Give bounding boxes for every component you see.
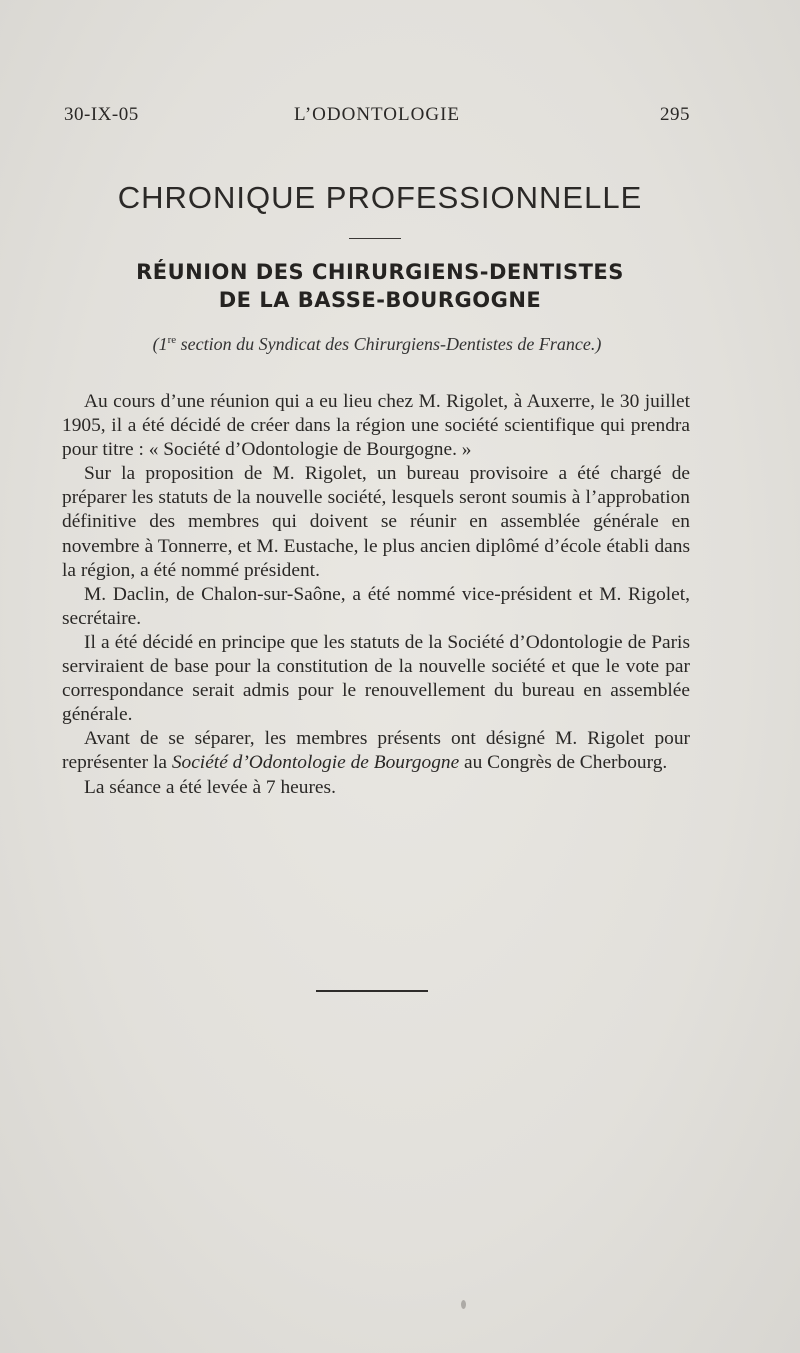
paragraph-1: Au cours d’une réunion qui a eu lieu chez M. Rigolet, à Auxerre, le 30 juillet 1905, il a été décidé de créer dans la région une société scientifique qui prendra pour titre : « Société d’Odontologie de Bourgogne. » bbox=[62, 391, 690, 461]
society-name-italic: Société d’Odontologie de Bourgogne bbox=[171, 752, 460, 774]
paragraph-4: Il a été décidé en principe que les statuts de la Société d’Odontologie de Paris serviraient de base pour la constitution de la nouvelle société et que le vote par correspondance serait admis pour le renouvellement du bureau en assemblée générale. bbox=[62, 631, 690, 726]
article-title-line-1: RÉUNION DES CHIRURGIENS-DENTISTES bbox=[136, 260, 624, 284]
section-title: CHRONIQUE PROFESSIONNELLE bbox=[117, 180, 643, 215]
running-header bbox=[64, 104, 690, 130]
paragraph-6: La séance a été levée à 7 heures. bbox=[84, 776, 336, 798]
paragraph-5 bbox=[62, 727, 690, 775]
subtitle-ordinal: re bbox=[167, 334, 177, 346]
header-journal-title: L’ODONTOLOGIE bbox=[293, 104, 461, 125]
article-body bbox=[62, 390, 690, 800]
header-date: 30-IX-05 bbox=[64, 104, 139, 125]
article-subtitle bbox=[64, 334, 690, 355]
paragraph-5-start: Avant de se séparer, les membres présents ont désigné M. Rigolet pour représenter la bbox=[62, 728, 690, 774]
paragraph-3: M. Daclin, de Chalon-sur-Saône, a été nommé vice-président et M. Rigolet, secrétaire. bbox=[62, 583, 690, 629]
end-divider bbox=[316, 990, 428, 992]
paragraph-2: Sur la proposition de M. Rigolet, un bureau provisoire a été chargé de préparer les statuts de la nouvelle société, lesquels seront soumis à l’approbation définitive des membres qui doivent se réunir en assemblée générale en novembre à Tonnerre, et M. Eustache, le plus ancien diplômé d’école établi dans la région, a été nommé président. bbox=[62, 463, 690, 581]
title-divider bbox=[349, 238, 401, 239]
paper-speck bbox=[461, 1300, 466, 1309]
subtitle-rest: section du Syndicat des Chirurgiens-Dentistes de France.) bbox=[176, 334, 602, 354]
article-title-line-2: DE LA BASSE-BOURGOGNE bbox=[218, 288, 542, 312]
page-number: 295 bbox=[660, 104, 690, 125]
paragraph-5-end: au Congrès de Cherbourg. bbox=[459, 752, 668, 774]
article-title bbox=[50, 258, 710, 314]
subtitle-open: (1 bbox=[152, 334, 168, 354]
